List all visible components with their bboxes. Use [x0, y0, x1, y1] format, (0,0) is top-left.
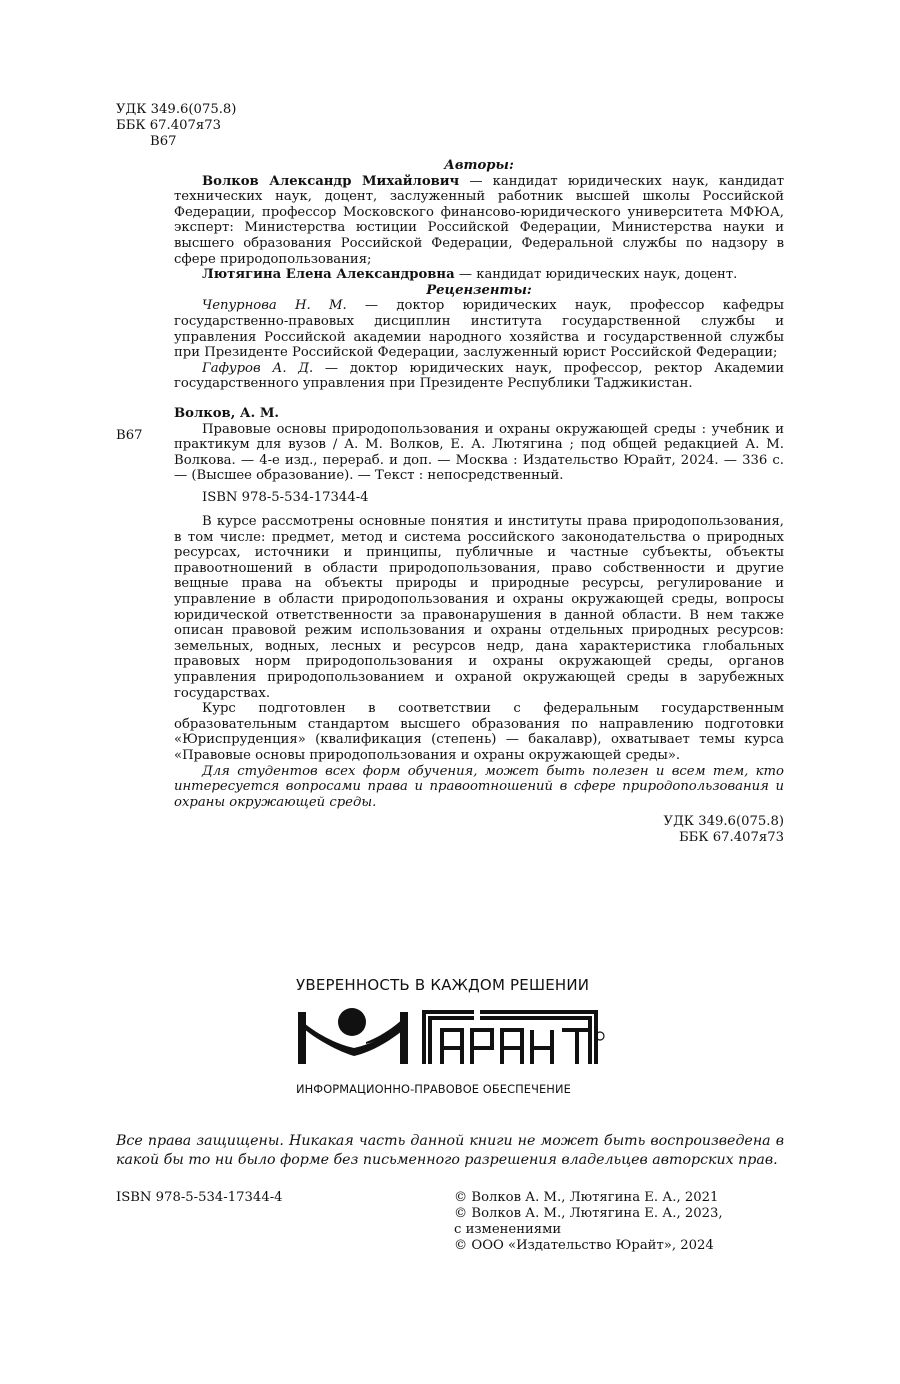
book-isbn: ISBN 978-5-534-17344-4: [202, 489, 369, 505]
reviewer-1-desc: — доктор юридических наук, профессор кафедры государственно-правовых дисциплин института государственной службы и управления Российской академии народного хозяйства и государственной службы при Президенте Российской Федерации, заслуженный юрист Российской Федерации;: [174, 298, 784, 361]
abstract-bbk: ББК 67.407я73: [678, 829, 784, 845]
copyright-line-4: © ООО «Издательство Юрайт», 2024: [454, 1238, 714, 1253]
garant-logo: [296, 976, 606, 1096]
garant-emblem-icon: [298, 1008, 408, 1064]
reviewer-2-desc: — доктор юридических наук, профессор, ректор Академии государственного управления при Президенте Республики Таджикистан.: [174, 360, 784, 392]
reviewer-2-name: Гафуров А. Д.: [202, 360, 314, 376]
author-2-name: Лютягина Елена Александровна: [202, 267, 455, 283]
copyright-line-3: с изменениями: [454, 1222, 562, 1237]
copyright-block: [454, 1190, 723, 1254]
abstract-paragraph-2: Курс подготовлен в соответствии с федеральным государственным образовательным стандартом высшего образования по направлению подготовки «Юриспруденция» (квалификация (степень) — бакалавр), охватывает темы курса «Правовые основы природопользования и охраны окружающей среды».: [174, 701, 784, 763]
udk-code: УДК 349.6(075.8): [116, 102, 237, 117]
garant-wordmark-icon: [424, 1012, 596, 1064]
reviewer-2: [174, 361, 784, 392]
garant-emblem: [296, 1006, 606, 1072]
book-description: Правовые основы природопользования и охраны окружающей среды : учебник и практикум для вузов / А. М. Волков, Е. А. Лютягина ; под общей редакцией А. М. Волкова. — 4-е изд., перераб. и доп. — Москва : Издательство Юрайт, 2024. — 336 с. — (Высшее образование). — Текст : непосредственный.: [174, 421, 784, 484]
isbn-bottom: ISBN 978-5-534-17344-4: [116, 1190, 283, 1205]
reviewer-1-name: Чепурнова Н. М.: [202, 298, 347, 314]
reviewer-1: [174, 298, 784, 360]
rights-notice: Все права защищены. Никакая часть данной книги не может быть воспроизведена в какой бы то ни было форме без письменного разрешения владельцев авторских прав.: [116, 1133, 784, 1168]
book-author-line: Волков, А. М.: [174, 406, 280, 421]
author-1-name: Волков Александр Михайлович: [202, 173, 460, 189]
udk-right-block: [174, 814, 784, 845]
abstract-paragraph-3: Для студентов всех форм обучения, может быть полезен и всем тем, кто интересуется вопросами права и правоотношений в сфере природопользования и охраны окружающей среды.: [174, 763, 784, 810]
author-1-desc: — кандидат юридических наук, кандидат технических наук, доцент, заслуженный работник высшей школы Российской Федерации, профессор Московского финансово-юридического университета МФЮА, эксперт: Министерства юстиции Российской Федерации, Министерства науки и высшего образования Российской Федерации, Федеральной службы по надзору в сфере природопользования;: [174, 173, 785, 267]
reviewers-heading: Рецензенты:: [426, 282, 532, 298]
bbk-code: ББК 67.407я73: [116, 118, 222, 133]
udk-top-block: [116, 102, 236, 150]
copyright-line-1: © Волков А. М., Лютягина Е. А., 2021: [454, 1190, 719, 1205]
copyright-line-2: © Волков А. М., Лютягина Е. А., 2023,: [454, 1206, 723, 1221]
author-2-desc: — кандидат юридических наук, доцент.: [454, 267, 738, 283]
authors-section: [174, 158, 784, 392]
abstract-paragraph-1: В курсе рассмотрены основные понятия и институты права природопользования, в том числе: предмет, метод и система российского законодательства о природных ресурсах, источники и принципы, публичные и частные субъекты, объекты правоотношений в области природопользования, право собственности и другие вещные права на объекты природы и природные ресурсы, регулирование и управление в области природопользования и охраны окружающей среды, вопросы юридической ответственности за правонарушения в данной области. В нем также описан правовой режим использования и охраны отдельных природных ресурсов: земельных, водных, лесных и ресурсов недр, дана характеристика глобальных правовых норм природопользования и охраны окружающей среды, органов управления природопользованием и охраной окружающей среды в зарубежных государствах.: [174, 514, 784, 701]
author-2: [174, 267, 784, 283]
bibliographic-record: [174, 406, 784, 506]
authors-heading: Авторы:: [444, 158, 514, 173]
logo-subtitle: ИНФОРМАЦИОННО-ПРАВОВОЕ ОБЕСПЕЧЕНИЕ: [296, 1082, 571, 1096]
author-mark: В67: [150, 134, 177, 149]
abstract-section: [174, 514, 784, 845]
book-code: В67: [116, 428, 143, 443]
abstract-udk: УДК 349.6(075.8): [663, 814, 784, 830]
logo-slogan: УВЕРЕННОСТЬ В КАЖДОМ РЕШЕНИИ: [296, 976, 590, 994]
author-1: [174, 174, 784, 268]
